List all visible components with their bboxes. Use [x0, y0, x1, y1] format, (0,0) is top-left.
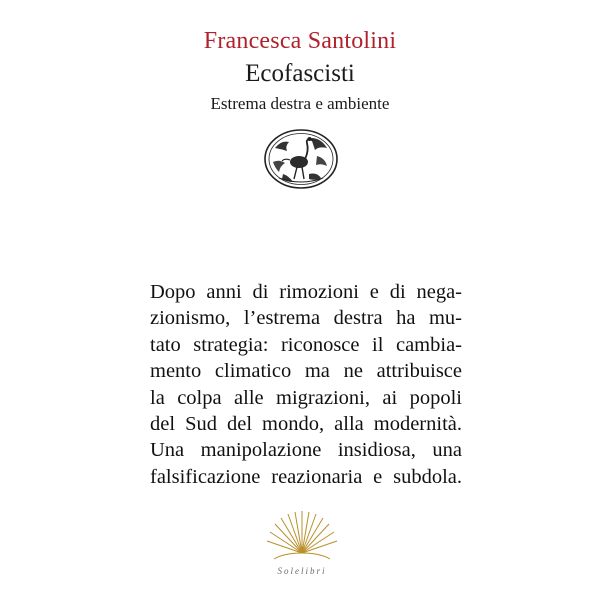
blurb-line: falsificazione reazionaria e subdola. [150, 465, 462, 488]
series-label: Solelibri [277, 566, 327, 576]
sun-rays-icon [262, 505, 342, 561]
ostrich-emblem-icon [261, 126, 341, 192]
book-subtitle: Estrema destra e ambiente [210, 94, 390, 113]
blurb-line: Una manipolazione insidiosa, una [150, 439, 462, 462]
blurb-line: mento climatico ma ne attribuisce [150, 360, 462, 383]
book-blurb [150, 279, 462, 490]
book-author: Francesca Santolini [203, 28, 397, 54]
blurb-line: del Sud del mondo, alla modernità. [150, 413, 462, 436]
blurb-line: tato strategia: riconosce il cambia- [150, 333, 462, 356]
blurb-line: Dopo anni di rimozioni e di nega- [150, 281, 462, 303]
blurb-line: zionismo, l’estrema destra ha mu- [150, 307, 462, 330]
blurb-line: la colpa alle migrazioni, ai popoli [150, 386, 462, 409]
book-title: Ecofascisti [245, 60, 355, 87]
